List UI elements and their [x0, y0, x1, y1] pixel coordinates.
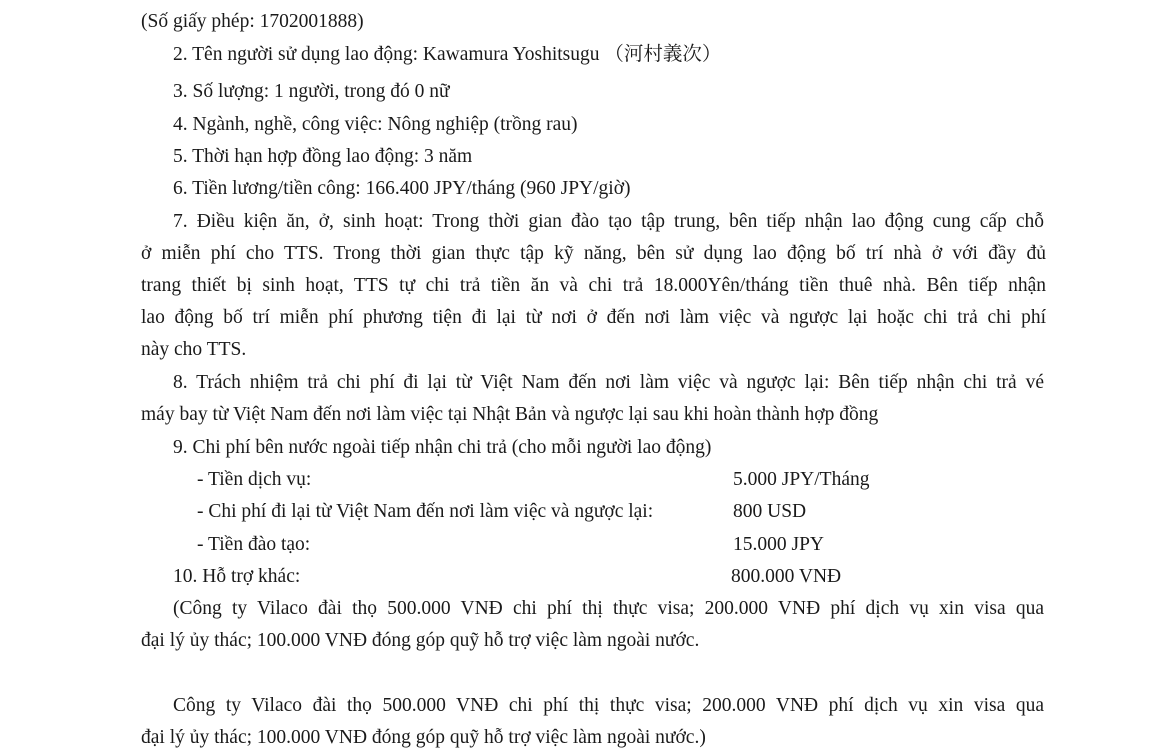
item-employer-name: 2. Tên người sử dụng lao động: Kawamura Yoshitsugu （河村義次）	[173, 44, 722, 65]
cost-value-travel: 800 USD	[733, 501, 807, 522]
item-salary: 6. Tiền lương/tiền công: 166.400 JPY/tháng (960 JPY/giờ)	[173, 178, 631, 199]
item-occupation: 4. Ngành, nghề, công việc: Nông nghiệp (trồng rau)	[173, 114, 578, 135]
item-travel-costs-line-2: máy bay từ Việt Nam đến nơi làm việc tại Nhật Bản và ngược lại sau khi hoàn thành hợp đồng	[141, 404, 879, 425]
item-other-support-value: 800.000 VNĐ	[731, 566, 842, 587]
item-living-conditions-line-4: lao động bố trí miễn phí phương tiện đi lại từ nơi ở đến nơi làm việc và ngược lại hoặc chi trả chi phí	[141, 307, 1046, 328]
item-travel-costs-line-1: 8. Trách nhiệm trả chi phí đi lại từ Việt Nam đến nơi làm việc và ngược lại: Bên tiếp nhận chi trả vé	[173, 372, 1044, 393]
cost-value-training: 15.000 JPY	[733, 534, 825, 555]
support-paragraph-2-line-1: Công ty Vilaco đài thọ 500.000 VNĐ chi phí thị thực visa; 200.000 VNĐ phí dịch vụ xin visa qua	[173, 695, 1044, 716]
item-quantity: 3. Số lượng: 1 người, trong đó 0 nữ	[173, 81, 450, 102]
support-paragraph-1-line-1: (Công ty Vilaco đài thọ 500.000 VNĐ chi phí thị thực visa; 200.000 VNĐ phí dịch vụ xin visa qua	[173, 598, 1044, 619]
item-living-conditions-line-1: 7. Điều kiện ăn, ở, sinh hoạt: Trong thời gian đào tạo tập trung, bên tiếp nhận lao động cung cấp chỗ	[173, 211, 1044, 232]
support-paragraph-1-line-2: đại lý ủy thác; 100.000 VNĐ đóng góp quỹ hỗ trợ việc làm ngoài nước.	[141, 630, 700, 651]
item-living-conditions-line-5: này cho TTS.	[141, 339, 247, 360]
cost-label-travel: - Chi phí đi lại từ Việt Nam đến nơi làm việc và ngược lại:	[197, 501, 654, 522]
cost-label-training: - Tiền đào tạo:	[197, 534, 311, 555]
item-foreign-costs-heading: 9. Chi phí bên nước ngoài tiếp nhận chi trả (cho mỗi người lao động)	[173, 437, 712, 458]
item-contract-term: 5. Thời hạn hợp đồng lao động: 3 năm	[173, 146, 473, 167]
item-living-conditions-line-2: ở miễn phí cho TTS. Trong thời gian thực tập kỹ năng, bên sử dụng lao động bố trí nhà ở với đầy đủ	[141, 243, 1046, 264]
cost-value-service-fee: 5.000 JPY/Tháng	[733, 469, 870, 490]
support-paragraph-2-line-2: đại lý ủy thác; 100.000 VNĐ đóng góp quỹ hỗ trợ việc làm ngoài nước.)	[141, 727, 706, 748]
item-other-support-label: 10. Hỗ trợ khác:	[173, 566, 301, 587]
license-number-line: (Số giấy phép: 1702001888)	[141, 11, 364, 32]
item-living-conditions-line-3: trang thiết bị sinh hoạt, TTS tự chi trả tiền ăn và chi trả 18.000Yên/tháng tiền thuê nhà. Bên tiếp nhận	[141, 275, 1046, 296]
cost-label-service-fee: - Tiền dịch vụ:	[197, 469, 312, 490]
